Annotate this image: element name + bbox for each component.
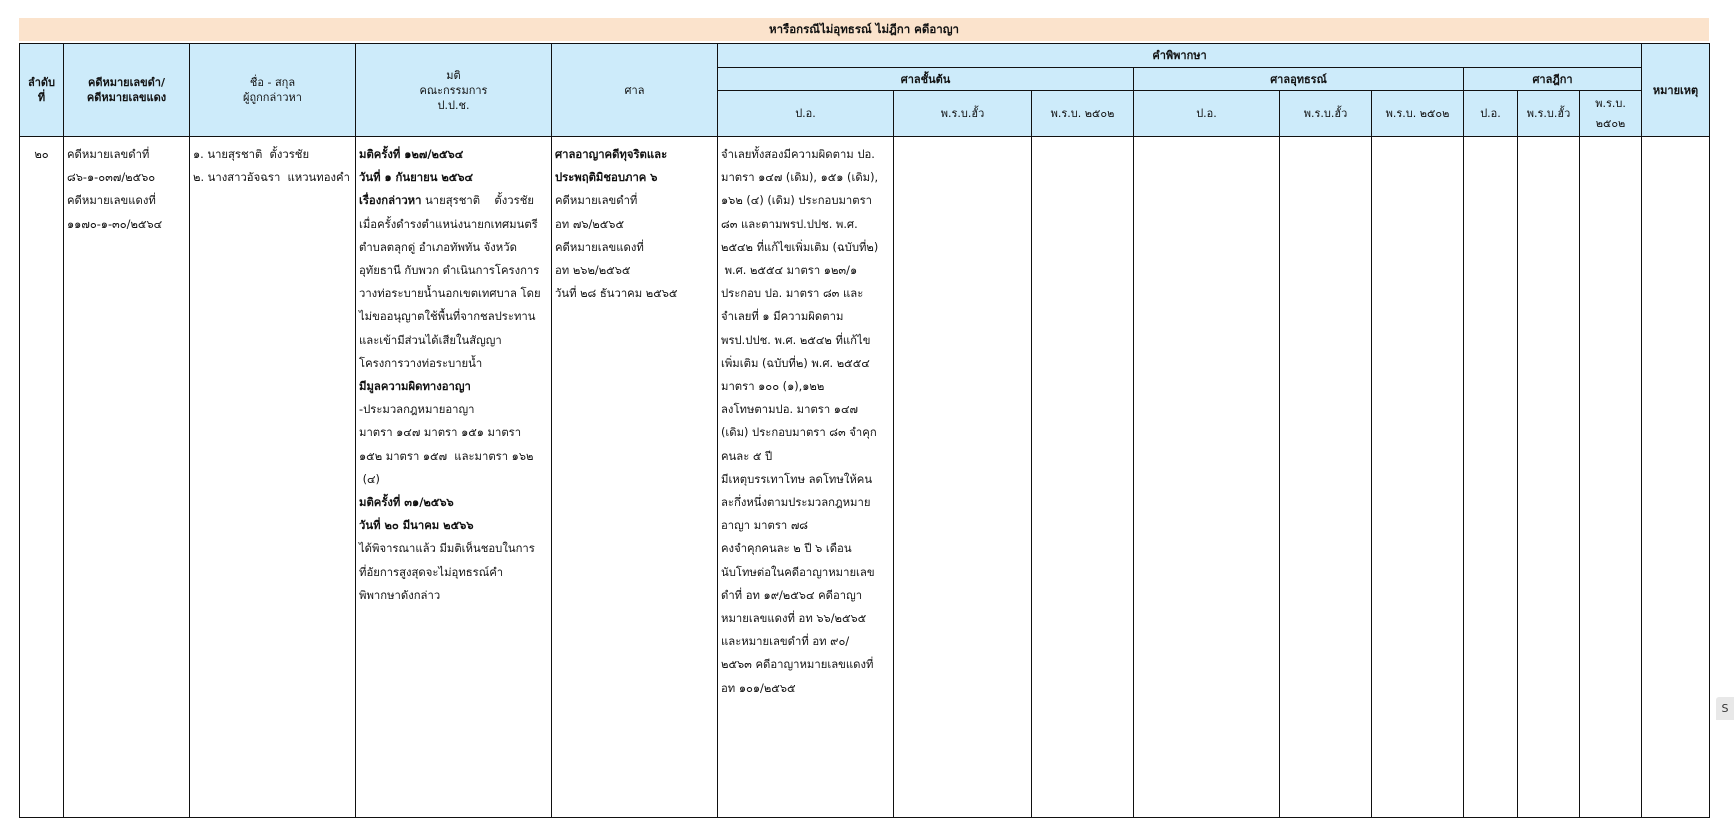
text-line: คดีหมายเลขแดงที่: [555, 240, 644, 254]
text-line: คดีหมายเลขแดงที่: [67, 194, 156, 208]
text-line: ๘๓ และตามพรป.ปปช. พ.ศ.: [721, 217, 858, 231]
text-line: อท ๒๖๒/๒๕๖๕: [555, 264, 631, 278]
table-title-banner: หารือกรณีไม่อุทธรณ์ ไม่ฎีกา คดีอาญา: [19, 18, 1709, 41]
case-table: [19, 43, 1710, 818]
text-line: ตำบลตลุกดู่ อำเภอทัพทัน จังหวัด: [359, 240, 517, 254]
header-first-prb-2502: พ.ร.บ. ๒๕๐๒: [1032, 91, 1134, 137]
cell-supreme-pa: [1464, 137, 1518, 818]
cell-remarks: [1642, 137, 1710, 818]
header-appeal-pa: ป.อ.: [1134, 91, 1280, 137]
text-line: อาญา มาตรา ๗๘: [721, 519, 809, 533]
text-line: ประพฤติมิชอบภาค ๖: [555, 171, 658, 185]
text-line: ๒๕๖๓ คดีอาญาหมายเลขแดงที่: [721, 658, 874, 672]
cell-supreme-prb-old: [1518, 137, 1580, 818]
header-appeal-court: ศาลอุทธรณ์: [1134, 68, 1464, 91]
cell-appeal-prb-2502: [1372, 137, 1464, 818]
text-line: วางท่อระบายน้ำนอกเขตเทศบาล โดย: [359, 287, 541, 301]
text-line: เมื่อครั้งดำรงตำแหน่งนายกเทศมนตรี: [359, 217, 538, 231]
text-line: นับโทษต่อในคดีอาญาหมายเลข: [721, 565, 875, 579]
header-no: ลำดับ ที่: [20, 44, 64, 137]
text-line: เรื่องกล่าวหา นายสุรชาติ ตั้งวรชัย: [359, 194, 534, 208]
header-case-no: คดีหมายเลขดำ/ คดีหมายเลขแดง: [64, 44, 190, 137]
text-line: ประกอบ ปอ. มาตรา ๘๓ และ: [721, 287, 864, 301]
header-court: ศาล: [552, 44, 718, 137]
header-appeal-prb-old: พ.ร.บ.ฮั้ว: [1280, 91, 1372, 137]
text-line: คงจำคุกคนละ ๒ ปี ๖ เดือน: [721, 542, 852, 556]
text-line: จำเลยที่ ๑ มีความผิดตาม: [721, 310, 844, 324]
text-line: ๑๑๗๐-๑-๓๐/๒๕๖๔: [67, 217, 163, 231]
header-appeal-prb-2502: พ.ร.บ. ๒๕๐๒: [1372, 91, 1464, 137]
header-supreme-prb-old: พ.ร.บ.ฮั้ว: [1518, 91, 1580, 137]
text-line: ๑๖๒ (๔) (เดิม) ประกอบมาตรา: [721, 194, 873, 208]
header-supreme-prb-2502: พ.ร.บ. ๒๕๐๒: [1580, 91, 1642, 137]
text-line: วันที่ ๒๘ ธันวาคม ๒๕๖๕: [555, 287, 678, 301]
text-line: มติครั้งที่ ๑๒๗/๒๕๖๔: [359, 148, 464, 161]
text-line: คดีหมายเลขดำที่: [555, 194, 638, 208]
header-resolution: มติ คณะกรรมการ ป.ป.ช.: [356, 44, 552, 137]
text-line: และเข้ามีส่วนได้เสียในสัญญา: [359, 333, 502, 347]
text-line: พรป.ปปช. พ.ศ. ๒๕๔๒ ที่แก้ไข: [721, 333, 871, 347]
text-line: ได้พิจารณาแล้ว มีมติเห็นชอบในการ: [359, 542, 535, 556]
cell-appeal-pa: [1134, 137, 1280, 818]
header-first-prb-old: พ.ร.บ.ฮั้ว: [894, 91, 1032, 137]
text-line: -ประมวลกฎหมายอาญา: [359, 403, 475, 417]
text-line: และหมายเลขดำที่ อท ๙๐/: [721, 635, 850, 649]
text-line: คนละ ๕ ปี: [721, 449, 773, 463]
text-line: ละกึ่งหนึ่งตามประมวลกฎหมาย: [721, 496, 871, 510]
header-remarks: หมายเหตุ: [1642, 44, 1710, 137]
text-line: มาตรา ๑๔๗ มาตรา ๑๕๑ มาตรา: [359, 426, 522, 440]
cell-supreme-prb-2502: [1580, 137, 1642, 818]
text-line: หมายเลขแดงที่ อท ๖๖/๒๕๖๕: [721, 612, 867, 626]
header-accused: ชื่อ - สกุล ผู้ถูกกล่าวหา: [190, 44, 356, 137]
text-line: ศาลอาญาคดีทุจริตและ: [555, 148, 668, 161]
text-line: ดำที่ อท ๑๙/๒๕๖๔ คดีอาญา: [721, 588, 863, 602]
cell-no: ๒๐: [20, 137, 64, 818]
text-line: จำเลยทั้งสองมีความผิดตาม ปอ.: [721, 148, 875, 161]
text-line: มีมูลความผิดทางอาญา: [359, 380, 471, 394]
header-first-pa: ป.อ.: [718, 91, 894, 137]
header-supreme-court: ศาลฎีกา: [1464, 68, 1642, 91]
text-line: ๑. นายสุรชาติ ตั้งวรชัย: [193, 148, 310, 161]
text-line: พิพากษาดังกล่าว: [359, 588, 441, 602]
cell-first-court-pa: [718, 137, 894, 818]
text-line: วันที่ ๒๐ มีนาคม ๒๕๖๖: [359, 519, 474, 533]
text-line: คดีหมายเลขดำที่: [67, 148, 150, 161]
cell-first-prb-2502: [1032, 137, 1134, 818]
text-line: (๔): [359, 472, 380, 486]
cell-first-prb-old: [894, 137, 1032, 818]
text-line: ๑๕๒ มาตรา ๑๕๗ และมาตรา ๑๖๒: [359, 449, 534, 463]
text-line: มาตรา ๑๔๗ (เดิม), ๑๕๑ (เดิม),: [721, 171, 879, 185]
table-row: [20, 137, 1710, 818]
scroll-chip[interactable]: S: [1716, 697, 1734, 720]
header-first-court: ศาลชั้นต้น: [718, 68, 1134, 91]
header-supreme-pa: ป.อ.: [1464, 91, 1518, 137]
cell-court: [552, 137, 718, 818]
text-line: โครงการวางท่อระบายน้ำ: [359, 356, 483, 370]
text-line: อท ๗๖/๒๕๖๕: [555, 217, 625, 231]
text-line: (เดิม) ประกอบมาตรา ๘๓ จำคุก: [721, 426, 877, 440]
text-line: อุทัยธานี กับพวก ดำเนินการโครงการ: [359, 264, 540, 278]
text-line: ๒๕๔๒ ที่แก้ไขเพิ่มเติม (ฉบับที่๒): [721, 240, 879, 254]
text-line: เพิ่มเติม (ฉบับที่๒) พ.ศ. ๒๕๕๔: [721, 356, 870, 370]
cell-resolution: [356, 137, 552, 818]
text-line: ไม่ขออนุญาตใช้พื้นที่จากชลประทาน: [359, 310, 536, 324]
header-judgment: คำพิพากษา: [718, 44, 1642, 68]
text-line: ที่อัยการสูงสุดจะไม่อุทธรณ์คำ: [359, 565, 504, 579]
cell-accused: [190, 137, 356, 818]
text-line: อท ๑๐๑/๒๕๖๕: [721, 681, 796, 695]
text-line: มติครั้งที่ ๓๑/๒๕๖๖: [359, 496, 454, 510]
text-line: พ.ศ. ๒๕๕๔ มาตรา ๑๒๓/๑: [721, 264, 858, 278]
text-line: ลงโทษตามปอ. มาตรา ๑๔๗: [721, 403, 859, 417]
text-line: ๒. นางสาวอัจฉรา แหวนทองคำ: [193, 171, 350, 185]
text-line: ๘๖-๑-๐๓๗/๒๕๖๐: [67, 171, 156, 185]
text-line: มาตรา ๑๐๐ (๑),๑๒๒: [721, 380, 825, 394]
cell-appeal-prb-old: [1280, 137, 1372, 818]
text-line: มีเหตุบรรเทาโทษ ลดโทษให้คน: [721, 472, 873, 486]
text-line: วันที่ ๑ กันยายน ๒๕๖๔: [359, 171, 474, 185]
cell-case-no: [64, 137, 190, 818]
